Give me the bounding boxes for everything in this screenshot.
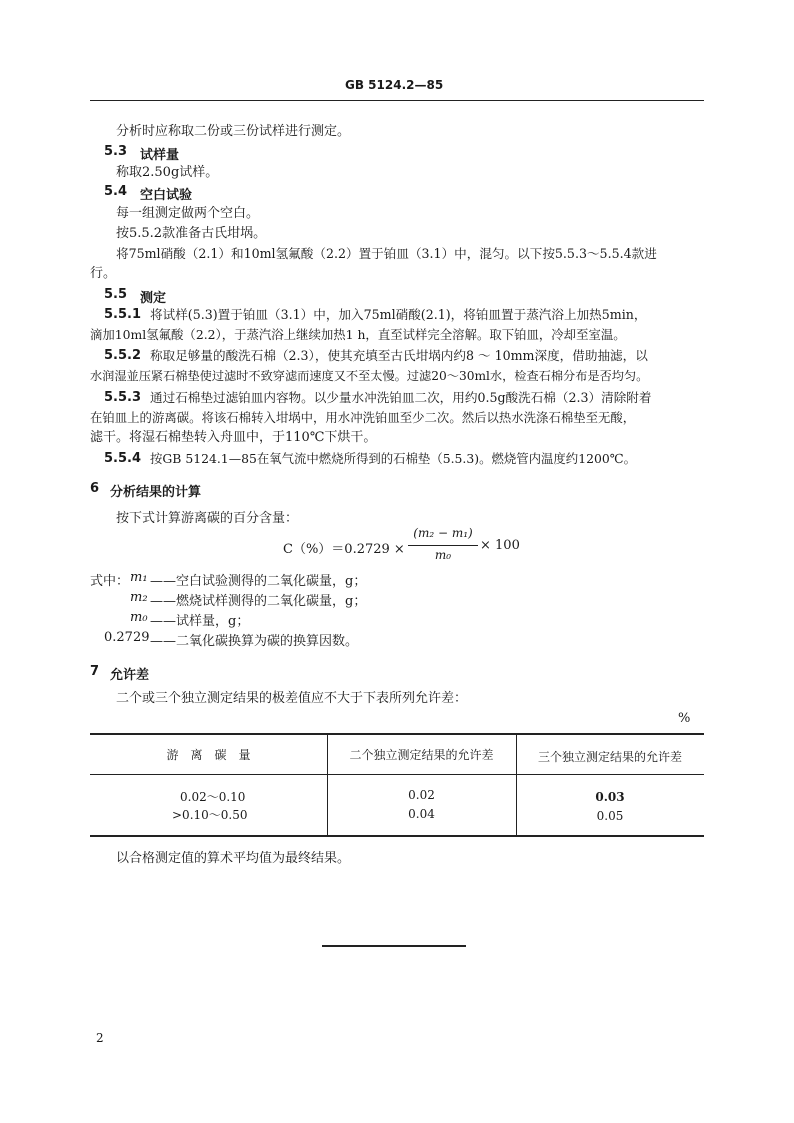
header-code: GB 5124.2—85 [345, 78, 444, 92]
section-6-intro: 按下式计算游离碳的百分含量： [116, 511, 299, 526]
section-5-5-3-line: 通过石棉垫过滤铂皿内容物。以少量水冲洗铂皿二次，用约0.5g酸洗石棉（2.3）清除附着 [150, 390, 652, 405]
table-header-cell: 二个独立测定结果的允许差 [349, 748, 494, 762]
end-rule [322, 945, 466, 947]
intro-text: 分析时应称取二份或三份试样进行测定。 [116, 124, 351, 139]
section-5-3-text: 称取2.50g试样。 [116, 165, 219, 180]
section-6-number: 6 [90, 481, 100, 496]
section-5-4-title: 空白试验 [140, 188, 193, 203]
where-description: ——试样量，g； [150, 614, 250, 629]
section-5-4-line: 将75ml硝酸（2.1）和10ml氢氟酸（2.2）置于铂皿（3.1）中，混匀。以下按5.5.3～5.5.4款进 [116, 246, 657, 261]
section-5-5-4-number: 5.5.4 [104, 451, 142, 466]
section-5-5-1-number: 5.5.1 [104, 307, 142, 322]
header-rule [90, 100, 704, 101]
table-header-rule [90, 774, 704, 775]
section-5-5-3-line: 滤干。将湿石棉垫转入舟皿中，于110℃下烘干。 [90, 430, 377, 445]
table-cell: 0.03 [595, 790, 625, 804]
section-5-5-2-line: 称取足够量的酸洗石棉（2.3），使其充填至古氏坩埚内约8 ～ 10mm深度，借助抽滤，以 [150, 348, 648, 363]
formula-fraction-bar [408, 545, 478, 546]
formula-numerator: (m₂ − m₁) [413, 526, 473, 540]
section-5-5-2-line: 水润湿並压紧石棉垫使过滤时不致穿滤而速度又不至太慢。过滤20～30ml水，检查石棉分布是否均匀。 [90, 369, 649, 383]
section-5-5-3-number: 5.5.3 [104, 390, 142, 405]
where-prefix: 式中： [90, 574, 130, 589]
section-7-intro: 二个或三个独立测定结果的极差值应不大于下表所列允许差： [116, 691, 468, 706]
table-header-cell: 三个独立测定结果的允许差 [537, 750, 682, 764]
section-5-5-number: 5.5 [104, 287, 128, 302]
section-5-3-title: 试样量 [140, 148, 180, 163]
table-unit: % [678, 711, 691, 726]
table-top-rule [90, 733, 704, 735]
section-5-5-3-line: 在铂皿上的游离碳。将该石棉转入坩埚中，用水冲洗铂皿至少二次。然后以热水洗涤石棉垫至无酸， [90, 410, 636, 425]
table-bottom-rule [90, 835, 704, 837]
section-5-5-4-text: 按GB 5124.1—85在氧气流中燃烧所得到的石棉垫（5.5.3)。燃烧管内温度约1200℃。 [150, 451, 636, 466]
where-symbol: 0.2729 [104, 630, 150, 645]
formula-right: × 100 [480, 538, 520, 553]
where-symbol: m₀ [130, 610, 148, 625]
section-5-4-line: 行。 [90, 266, 117, 281]
table-cell: 0.02 [408, 788, 435, 802]
table-cell: 0.04 [408, 807, 435, 821]
section-5-5-1-line: 将试样(5.3)置于铂皿（3.1）中，加入75ml硝酸(2.1)，将铂皿置于蒸汽浴上加热5min， [150, 307, 647, 322]
where-symbol: m₂ [130, 590, 148, 605]
section-7-title: 允许差 [110, 668, 150, 683]
table-cell: 0.05 [596, 809, 624, 823]
formula-left: C（%）＝0.2729 × [283, 542, 405, 557]
section-5-5-1-line: 滴加10ml氢氟酸（2.2），于蒸汽浴上继续加热1 h，直至试样完全溶解。取下铂皿，冷却至室温。 [90, 327, 626, 342]
section-5-4-number: 5.4 [104, 184, 128, 199]
table-header-cell: 游 离 碳 量 [166, 748, 251, 762]
page-number: 2 [96, 1031, 104, 1045]
table-cell: >0.10～0.50 [172, 808, 248, 822]
section-7-number: 7 [90, 664, 100, 679]
where-description: ——空白试验测得的二氧化碳量，g； [150, 574, 367, 589]
section-6-title: 分析结果的计算 [110, 485, 202, 500]
section-5-5-title: 测定 [140, 291, 167, 306]
where-symbol: m₁ [130, 570, 148, 585]
formula-denominator: m₀ [434, 548, 452, 562]
closing-text: 以合格测定值的算术平均值为最终结果。 [116, 851, 351, 866]
where-description: ——燃烧试样测得的二氧化碳量，g； [150, 594, 367, 609]
where-description: ——二氧化碳换算为碳的换算因数。 [150, 634, 359, 649]
section-5-3-number: 5.3 [104, 144, 128, 159]
section-5-5-2-number: 5.5.2 [104, 348, 142, 363]
table-cell: 0.02～0.10 [180, 790, 246, 804]
section-5-4-line: 每一组测定做两个空白。 [116, 206, 260, 221]
section-5-4-line: 按5.5.2款准备古氏坩埚。 [116, 226, 267, 241]
